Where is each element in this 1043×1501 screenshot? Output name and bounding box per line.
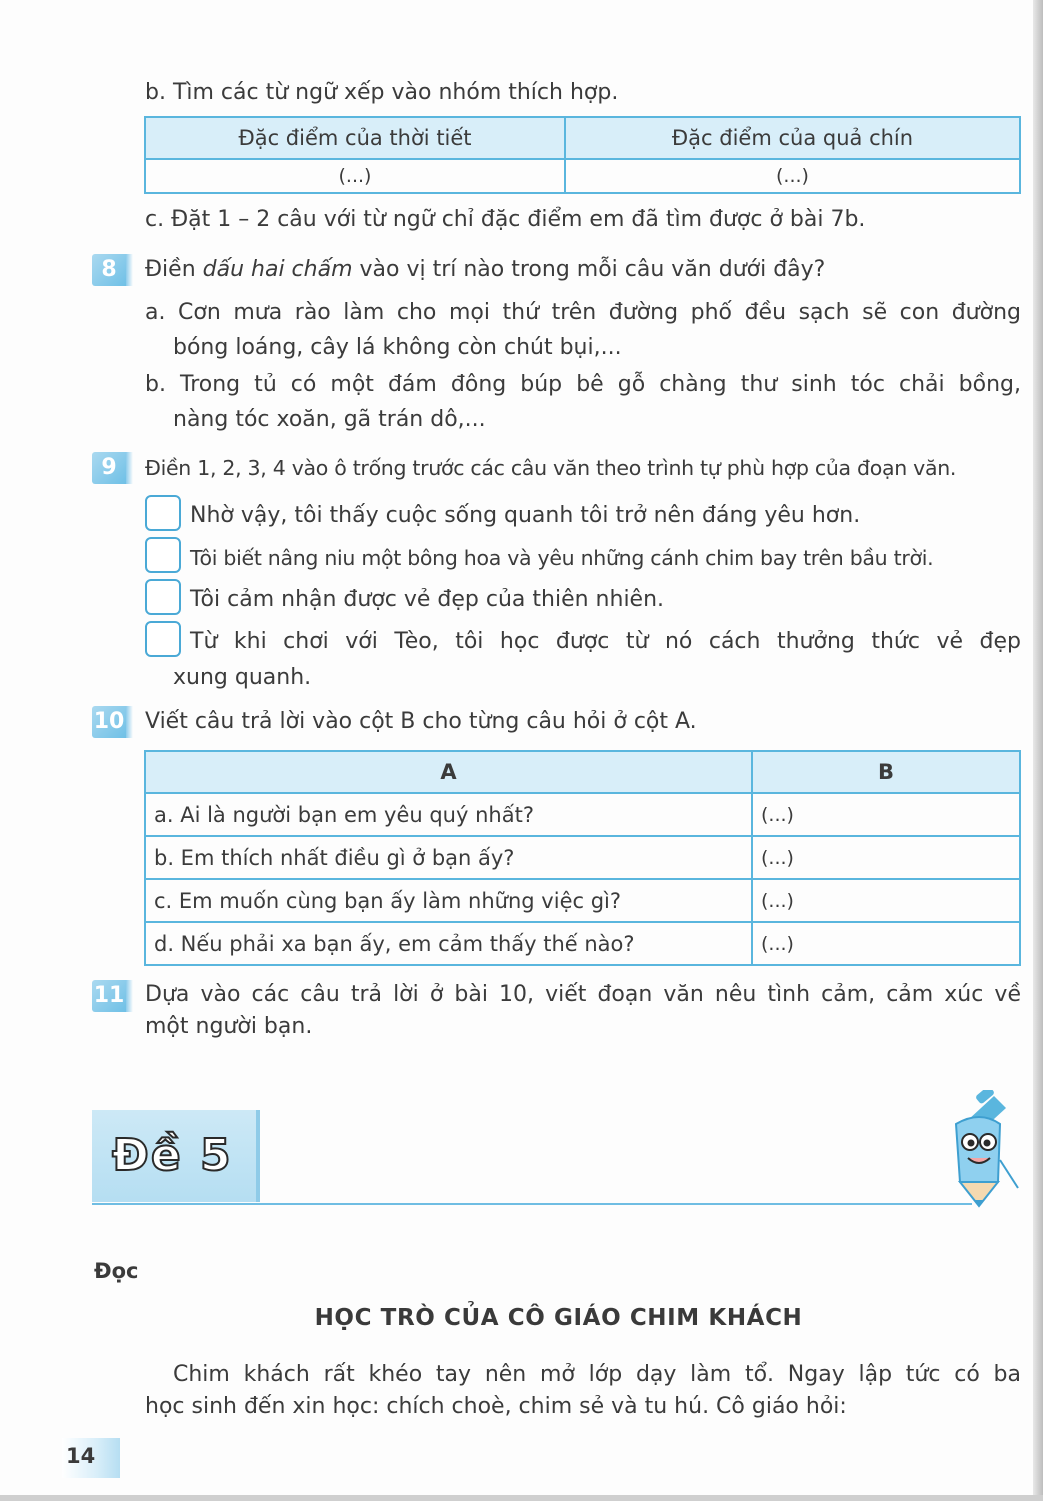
column-b-header: B xyxy=(752,751,1020,793)
pencil-mascot-icon xyxy=(940,1090,1022,1210)
reading-label: Đọc xyxy=(94,1259,139,1283)
story-paragraph-line2: học sinh đến xin học: chích choè, chim sẻ và tu hú. Cô giáo hỏi: xyxy=(145,1394,847,1419)
prompt-text: vào vị trí nào trong mỗi câu văn dưới đây? xyxy=(352,257,826,282)
page-number-tab xyxy=(62,1438,120,1478)
exercise-7b-instruction: b. Tìm các từ ngữ xếp vào nhóm thích hợp. xyxy=(145,80,619,105)
question-cell: c. Em muốn cùng bạn ấy làm những việc gì? xyxy=(145,879,752,922)
exercise-8a-line1: a. Cơn mưa rào làm cho mọi thứ trên đường phố đều sạch sẽ con đường xyxy=(145,300,1021,325)
exercise-9-sentence: Từ khi chơi với Tèo, tôi học được từ nó cách thưởng thức vẻ đẹp xyxy=(190,629,1021,654)
answer-cell-fruit[interactable]: (...) xyxy=(565,159,1020,193)
exercise-number-badge: 9 xyxy=(92,452,126,484)
question-cell: d. Nếu phải xa bạn ấy, em cảm thấy thế nào? xyxy=(145,922,752,965)
prompt-emphasis: dấu hai chấm xyxy=(202,257,353,282)
exercise-8-prompt xyxy=(145,255,825,285)
exercise-7c-instruction: c. Đặt 1 – 2 câu với từ ngữ chỉ đặc điểm em đã tìm được ở bài 7b. xyxy=(145,207,866,232)
question-cell: a. Ai là người bạn em yêu quý nhất? xyxy=(145,793,752,836)
exercise-8b-line2: nàng tóc xoăn, gã trán dô,... xyxy=(173,407,486,432)
story-paragraph-line1: Chim khách rất khéo tay nên mở lớp dạy làm tổ. Ngay lập tức có ba xyxy=(173,1362,1021,1387)
exercise-number-badge: 8 xyxy=(92,254,126,286)
order-input-box[interactable] xyxy=(145,537,181,573)
exercise-number-badge: 10 xyxy=(92,706,126,738)
order-input-box[interactable] xyxy=(145,579,181,615)
exercise-9-sentence: Nhờ vậy, tôi thấy cuộc sống quanh tôi trở nên đáng yêu hơn. xyxy=(190,503,861,528)
section-title: Đề 5 xyxy=(112,1130,233,1181)
story-title: HỌC TRÒ CỦA CÔ GIÁO CHIM KHÁCH xyxy=(314,1305,803,1331)
table-header-fruit: Đặc điểm của quả chín xyxy=(565,117,1020,159)
page-edge-bottom xyxy=(0,1495,1043,1501)
exercise-number-badge: 11 xyxy=(92,980,126,1012)
answer-cell[interactable]: (...) xyxy=(752,879,1020,922)
exercise-11-line2: một người bạn. xyxy=(145,1014,313,1039)
exercise-10-table xyxy=(144,750,1021,966)
exercise-9-sentence: Tôi cảm nhận được vẻ đẹp của thiên nhiên. xyxy=(190,587,665,612)
column-a-header: A xyxy=(145,751,752,793)
table-header-weather: Đặc điểm của thời tiết xyxy=(145,117,565,159)
exercise-10-prompt: Viết câu trả lời vào cột B cho từng câu hỏi ở cột A. xyxy=(145,709,697,734)
exercise-8a-line2: bóng loáng, cây lá không còn chút bụi,... xyxy=(173,335,622,360)
page-edge-right xyxy=(1033,0,1043,1501)
exercise-11-line1: Dựa vào các câu trả lời ở bài 10, viết đoạn văn nêu tình cảm, cảm xúc về xyxy=(145,982,1021,1007)
section-divider xyxy=(92,1203,972,1205)
exercise-8b-line1: b. Trong tủ có một đám đông búp bê gỗ chàng thư sinh tóc chải bồng, xyxy=(145,372,1021,397)
order-input-box[interactable] xyxy=(145,495,181,531)
exercise-7b-table xyxy=(144,116,1021,194)
prompt-text: Điền xyxy=(145,257,203,282)
answer-cell[interactable]: (...) xyxy=(752,793,1020,836)
exercise-9-sentence: Tôi biết nâng niu một bông hoa và yêu những cánh chim bay trên bầu trời. xyxy=(190,546,934,570)
page-number: 14 xyxy=(66,1444,96,1468)
order-input-box[interactable] xyxy=(145,621,181,657)
exercise-9-sentence-cont: xung quanh. xyxy=(173,665,312,690)
answer-cell[interactable]: (...) xyxy=(752,836,1020,879)
question-cell: b. Em thích nhất điều gì ở bạn ấy? xyxy=(145,836,752,879)
answer-cell-weather[interactable]: (...) xyxy=(145,159,565,193)
answer-cell[interactable]: (...) xyxy=(752,922,1020,965)
exercise-9-prompt: Điền 1, 2, 3, 4 vào ô trống trước các câu văn theo trình tự phù hợp của đoạn văn. xyxy=(145,456,957,480)
